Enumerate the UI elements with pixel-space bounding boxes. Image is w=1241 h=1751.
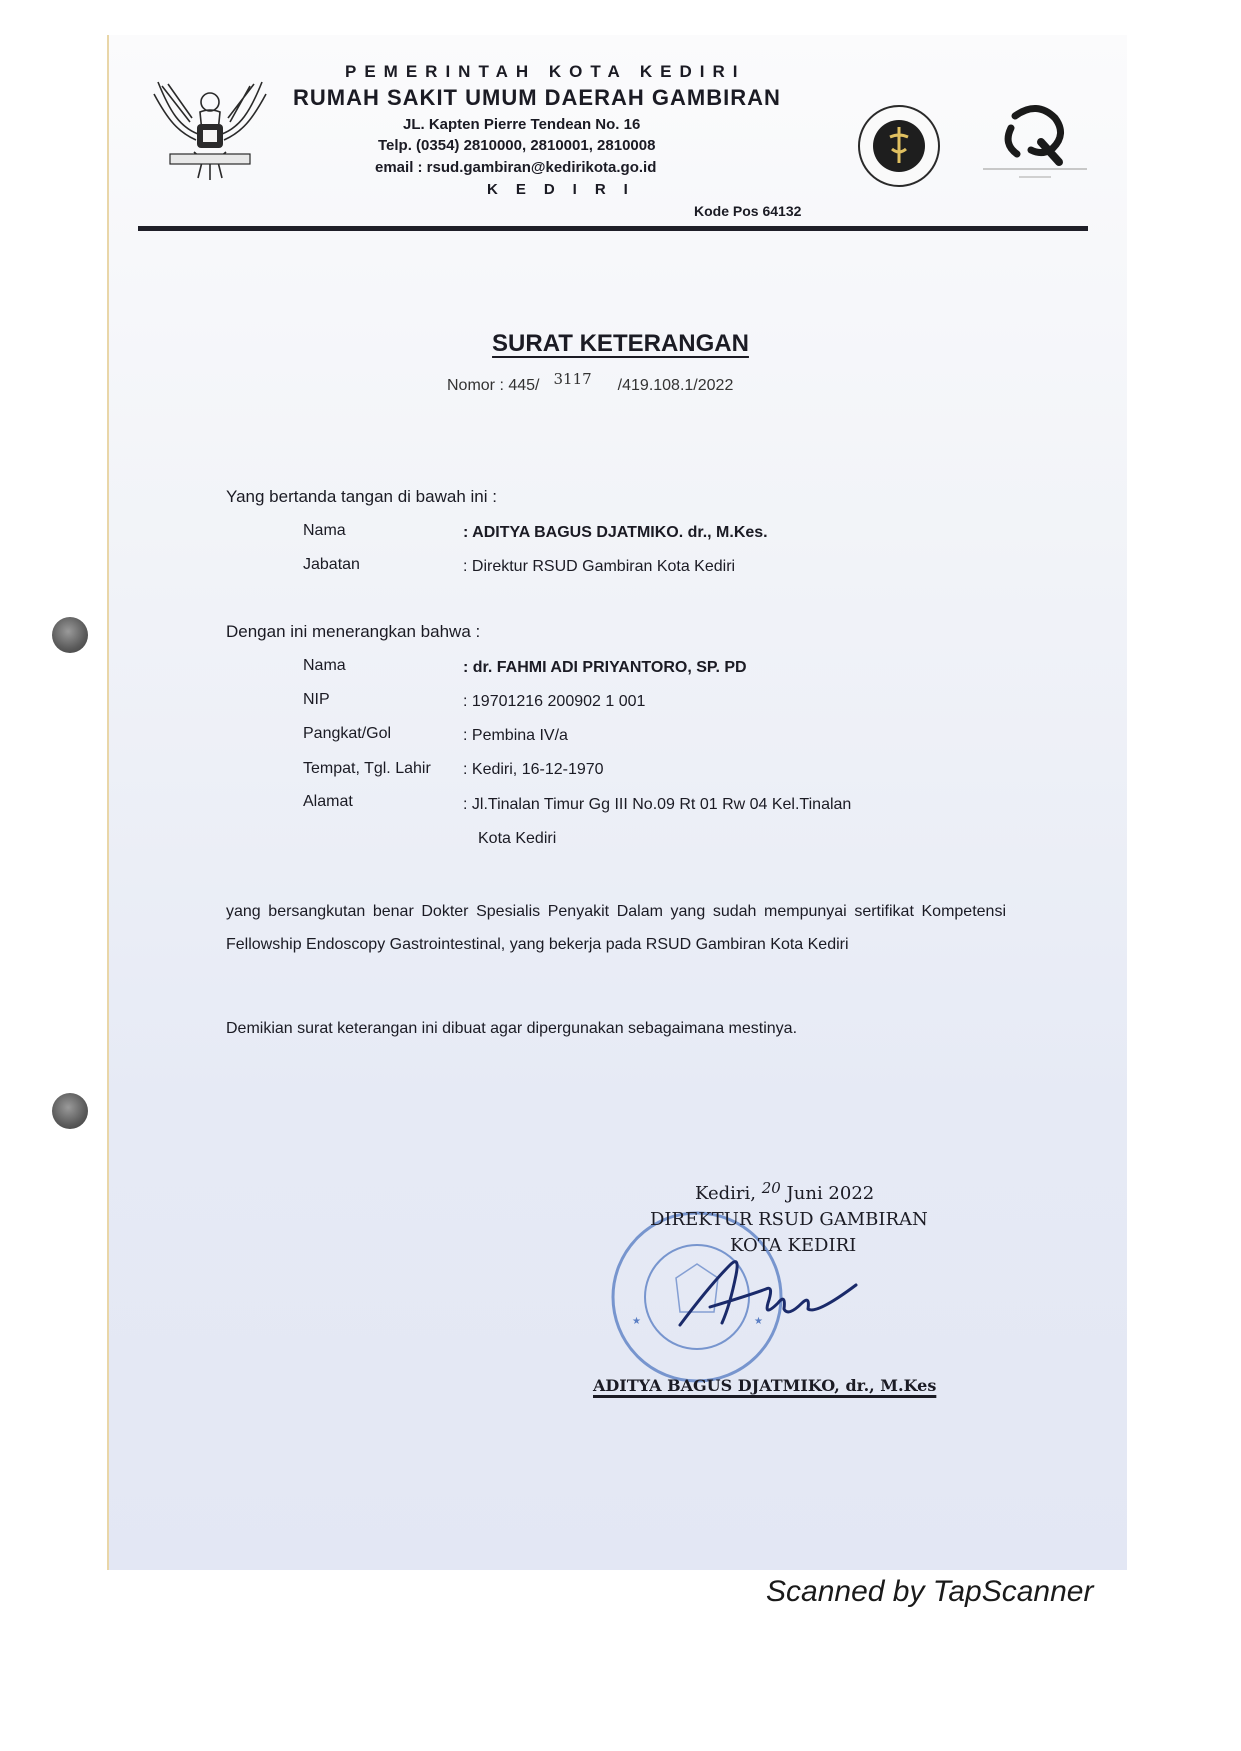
letterhead-divider	[138, 226, 1088, 231]
handwritten-day: 20	[761, 1179, 781, 1197]
letterhead-phone: Telp. (0354) 2810000, 2810001, 2810008	[378, 137, 656, 154]
subject-address-label: Alamat	[303, 793, 353, 810]
punch-hole-bottom	[52, 1093, 88, 1129]
signer-position-label: Jabatan	[303, 556, 360, 573]
subject-address-line2: Kota Kediri	[478, 830, 557, 847]
subject-address-value: : Jl.Tinalan Timur Gg III No.09 Rt 01 Rw 04 Kel.Tinalan	[463, 796, 852, 813]
signer-name-value: : ADITYA BAGUS DJATMIKO. dr., M.Kes.	[463, 524, 768, 541]
svg-text:★: ★	[632, 1316, 641, 1327]
signer-name-label: Nama	[303, 522, 346, 539]
handwritten-signature-icon	[670, 1245, 860, 1340]
subject-name-label: Nama	[303, 657, 346, 674]
document-number: Nomor : 445/ 3117 /419.108.1/2022	[447, 370, 734, 394]
letterhead-address: JL. Kapten Pierre Tendean No. 16	[403, 116, 641, 133]
signer-printed-name: ADITYA BAGUS DJATMIKO, dr., M.Kes	[593, 1376, 937, 1395]
subject-rank-label: Pangkat/Gol	[303, 725, 392, 742]
punch-hole-top	[52, 617, 88, 653]
letterhead-government: PEMERINTAH KOTA KEDIRI	[345, 62, 746, 81]
signature-position-city: KOTA KEDIRI	[730, 1235, 857, 1256]
letterhead-postal-code: Kode Pos 64132	[694, 203, 802, 219]
letterhead-hospital-name: RUMAH SAKIT UMUM DAERAH GAMBIRAN	[293, 85, 781, 110]
signer-intro: Yang bertanda tangan di bawah ini :	[226, 487, 497, 506]
signature-position: DIREKTUR RSUD GAMBIRAN	[650, 1209, 928, 1230]
letterhead-city: KEDIRI	[487, 181, 646, 198]
subject-birth-label: Tempat, Tgl. Lahir	[303, 760, 431, 777]
letterhead-email: email : rsud.gambiran@kedirikota.go.id	[375, 159, 657, 176]
garuda-emblem-icon	[150, 72, 270, 184]
closing-paragraph: Demikian surat keterangan ini dibuat agar dipergunakan sebagaimana mestinya.	[226, 1020, 798, 1037]
hospital-logo-icon	[856, 103, 942, 189]
signer-position-value: : Direktur RSUD Gambiran Kota Kediri	[463, 558, 736, 575]
subject-intro: Dengan ini menerangkan bahwa :	[226, 622, 481, 641]
svg-text:★: ★	[754, 1316, 763, 1327]
scanner-watermark: Scanned by TapScanner	[766, 1575, 1094, 1608]
accreditation-logo-icon	[975, 100, 1095, 195]
statement-paragraph: yang bersangkutan benar Dokter Spesialis Penyakit Dalam yang sudah mempunyai sertifikat Kompetensi Fellowship Endoscopy Gastrointestinal, yang bekerja pada RSUD Gambiran Kota Kediri	[226, 903, 1006, 953]
subject-rank-value: : Pembina IV/a	[463, 727, 568, 744]
signature-date: Kediri, $^{20}$ Juni 2022	[695, 1179, 875, 1204]
handwritten-number: 3117	[553, 370, 592, 388]
document-title: SURAT KETERANGAN	[492, 330, 749, 357]
subject-nip-value: : 19701216 200902 1 001	[463, 693, 646, 710]
subject-nip-label: NIP	[303, 691, 330, 708]
subject-birth-value: : Kediri, 16-12-1970	[463, 761, 604, 778]
subject-name-value: : dr. FAHMI ADI PRIYANTORO, SP. PD	[463, 659, 747, 676]
